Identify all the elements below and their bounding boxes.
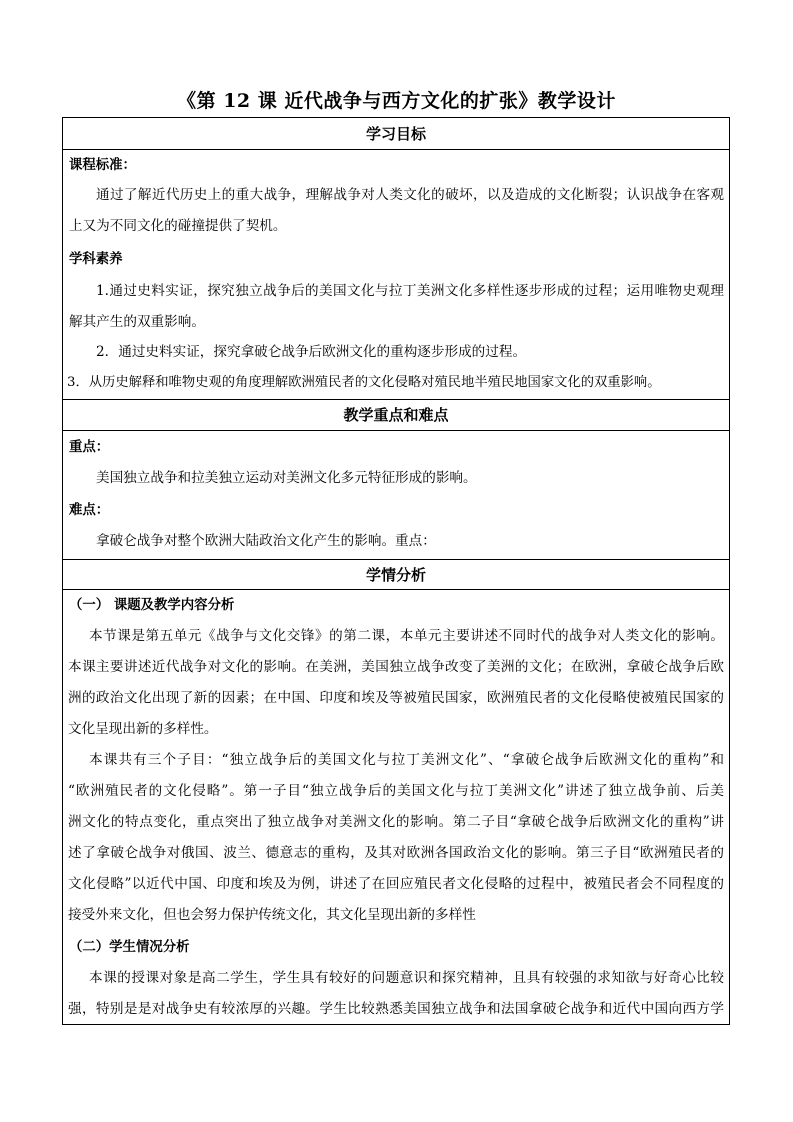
paragraph-2-line: 文化侵略”以近代中国、印度和埃及为例，讲述了在回应殖民者文化侵略的过程中，被殖民者会不同程度的 — [68, 876, 724, 892]
subsection-2-label: （二）学生情况分析 — [69, 940, 190, 955]
course-standard-text-line2: 上又为不同文化的碰撞提供了契机。 — [69, 218, 287, 234]
literacy-item-2: 2．通过史料实证，探究拿破仑战争后欧洲文化的重构逐步形成的过程。 — [96, 344, 527, 360]
paragraph-2-line: 本课共有三个子目：“独立战争后的美国文化与拉丁美洲文化”、“拿破仑战争后欧洲文化的重构”和 — [89, 752, 724, 768]
paragraph-2-line: “欧洲殖民者的文化侵略”。第一子目“独立战争后的美国文化与拉丁美洲文化”讲述了独立战争前、后美 — [68, 783, 724, 799]
subsection-1-label: （一） 课题及教学内容分析 — [69, 598, 235, 613]
paragraph-1-line: 本节课是第五单元《战争与文化交锋》的第二课，本单元主要讲述不同时代的战争对人类文化的影响。 — [89, 628, 724, 644]
paragraph-1-line: 本课主要讲述近代战争对文化的影响。在美洲，美国独立战争改变了美洲的文化；在欧洲，拿破仑战争后欧 — [68, 659, 724, 675]
literacy-item-3: 3．从历史解释和唯物史观的角度理解欧洲殖民者的文化侵略对殖民地半殖民地国家文化的双重影响。 — [67, 375, 661, 390]
paragraph-3-line: 强，特别是是对战争史有较浓厚的兴趣。学生比较熟悉美国独立战争和法国拿破仑战争和近代中国向西方学 — [68, 1001, 724, 1017]
difficult-point-label: 难点： — [69, 503, 110, 518]
paragraph-2-line: 接受外来文化，但也会努力保护传统文化，其文化呈现出新的多样性 — [68, 907, 476, 923]
literacy-item-1-line1: 1.通过史料实证，探究独立战争后的美国文化与拉丁美洲文化多样性逐步形成的过程；运用唯物史观理 — [96, 283, 724, 299]
paragraph-3-line: 本课的授课对象是高二学生，学生具有较好的问题意识和探究精神，且具有较强的求知欲与好奇心比较 — [89, 970, 724, 986]
literacy-item-1-line2: 解其产生的双重影响。 — [69, 314, 205, 330]
subject-literacy-label: 学科素养 — [69, 252, 123, 267]
difficult-point-text: 拿破仑战争对整个欧洲大陆政治文化产生的影响。重点： — [96, 533, 436, 549]
section-heading-learning-analysis: 学情分析 — [63, 560, 729, 590]
key-point-label: 重点： — [69, 440, 110, 455]
section-heading-learning-objectives: 学习目标 — [63, 118, 729, 150]
paragraph-2-line: 述了拿破仑战争对俄国、波兰、德意志的重构，及其对欧洲各国政治文化的影响。第三子目“欧洲殖民者的 — [68, 845, 724, 861]
paragraph-2-line: 洲文化的特点变化，重点突出了独立战争对美洲文化的影响。第二子目“拿破仑战争后欧洲文化的重构”讲 — [68, 814, 724, 830]
lesson-plan-table — [62, 117, 730, 1025]
page-title: 《第 12 课 近代战争与西方文化的扩张》教学设计 — [177, 90, 616, 112]
section-heading-key-difficult-points: 教学重点和难点 — [63, 400, 729, 431]
course-standard-label: 课程标准： — [69, 158, 136, 173]
paragraph-1-line: 文化呈现出新的多样性。 — [68, 721, 218, 737]
key-point-text: 美国独立战争和拉美独立运动对美洲文化多元特征形成的影响。 — [96, 470, 477, 486]
paragraph-1-line: 洲的政治文化出现了新的因素；在中国、印度和埃及等被殖民国家，欧洲殖民者的文化侵略使被殖民国家的 — [68, 690, 724, 706]
course-standard-text-line1: 通过了解近代历史上的重大战争，理解战争对人类文化的破坏，以及造成的文化断裂；认识战争在客观 — [96, 187, 724, 203]
